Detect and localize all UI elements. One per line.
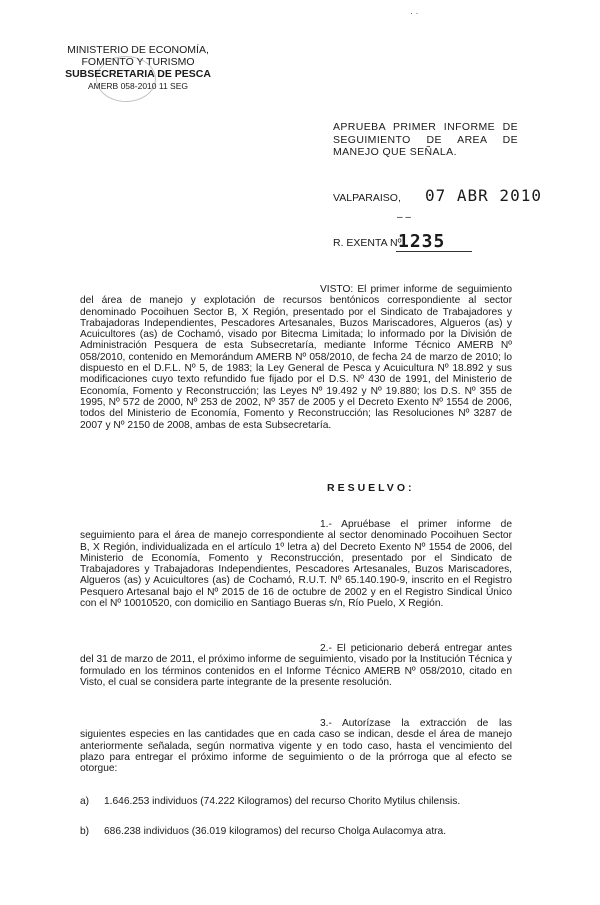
exenta-number: 1235: [398, 231, 446, 252]
list-item-text: 686.238 individuos (36.019 kilogramos) del recurso Cholga Aulacomya atra.: [104, 826, 447, 837]
place: VALPARAISO,: [333, 192, 401, 204]
resuelvo-heading: RESUELVO:: [327, 482, 415, 494]
list-item-text: 1.646.253 individuos (74.222 Kilogramos) del recurso Chorito Mytilus chilensis.: [104, 796, 461, 807]
article-1-text: 1.- Apruébase el primer informe de seguimiento para el área de manejo correspondiente al sector denominado Pocoihuen Sector B, X Región, individualizada en el artículo 1º letra a) del Decreto Exento Nº 1554 de 2006, del Ministerio de Economía, Fomento y Reconstrucción, presentado por el Sindicato de Trabajadores y Trabajadoras Independientes, Pescadores Artesanales, Buzos Mariscadores, Algueros (as) y Acuicultores (as) de Cochamó, R.U.T. Nº 65.140.190-9, inscrito en el Registro Pesquero Artesanal bajo el Nº 2015 de 16 de octubre de 2002 y en el Registro Sindical Único con el Nº 10010520, con domicilio en Santiago Bueras s/n, Río Puelo, X Región.: [80, 519, 512, 610]
list-item-label: b): [80, 826, 90, 837]
top-marks: · ·: [410, 8, 419, 18]
article-3: [80, 718, 512, 774]
exenta-dash: – –: [397, 212, 411, 223]
visto-paragraph: VISTO: El primer informe de seguimiento del área de manejo y explotación de recursos bentónicos correspondiente al sector denominado Pocoihuen Sector B, X Región, presentado por el Sindicato de Trabajadores y Trabajadoras Independientes, Pescadores Artesanales, Buzos Mariscadores, Algueros (as) y Acuicultores (as) de Cochamó, visado por Bitecma Limitada; lo informado por la División de Administración Pesquera de esta Subsecretaría, mediante Informe Técnico AMERB Nº 058/2010, contenido en Memorándum AMERB Nº 058/2010, de fecha 24 de marzo de 2010; lo dispuesto en el D.F.L. Nº 5, de 1983; la Ley General de Pesca y Acuicultura Nº 18.892 y sus modificaciones cuyo texto refundido fue fijado por el D.S. Nº 430 de 1991, del Ministerio de Economía, Fomento y Reconstrucción; las Leyes Nº 19.492 y Nº 19.880; los D.S. Nº 355 de 1995, Nº 572 de 2000, Nº 253 de 2002, Nº 357 de 2005 y el Decreto Exento Nº 1554 de 2006, todos del Ministerio de Economía, Fomento y Reconstrucción; las Resoluciones Nº 3287 de 2007 y Nº 2150 de 2008, ambas de esta Subsecretaría.: [80, 284, 512, 431]
exenta-underline: [396, 251, 472, 252]
article-2-text: 2.- El peticionario deberá entregar antes del 31 de marzo de 2011, el próximo informe de seguimiento, visado por la Institución Técnica y formulado en los términos contenidos en el Informe Técnico AMERB Nº 058/2010, citado en Visto, el cual se considera parte integrante de la presente resolución.: [80, 643, 512, 688]
list-item: [80, 826, 520, 840]
visto-block: [80, 284, 512, 431]
list-item: [80, 796, 520, 810]
seal-stamp: [96, 56, 156, 102]
list-item-label: a): [80, 796, 90, 807]
subsecretaria-name: SUBSECRETARIA DE PESCA: [65, 68, 211, 80]
ministry-name-2: FOMENTO Y TURISMO: [81, 56, 195, 68]
date-stamp: 07 ABR 2010: [425, 186, 542, 205]
ministry-name: MINISTERIO DE ECONOMÍA,: [67, 44, 209, 56]
document-reference: AMERB 058-2010 11 SEG: [87, 81, 188, 91]
article-2: [80, 643, 512, 688]
document-subject: APRUEBA PRIMER INFORME DE SEGUIMIENTO DE AREA DE MANEJO QUE SEÑALA.: [333, 121, 518, 158]
article-1: [80, 519, 512, 609]
exenta-label: R. EXENTA Nº: [333, 237, 402, 249]
article-3-text: 3.- Autorízase la extracción de las siguientes especies en las cantidades que en cada caso se indican, desde el área de manejo anteriormente señalada, según normativa vigente y en todo caso, hasta el vencimiento del plazo para entregar el próximo informe de seguimiento o de la prórroga que al efecto se otorgue:: [80, 718, 512, 775]
